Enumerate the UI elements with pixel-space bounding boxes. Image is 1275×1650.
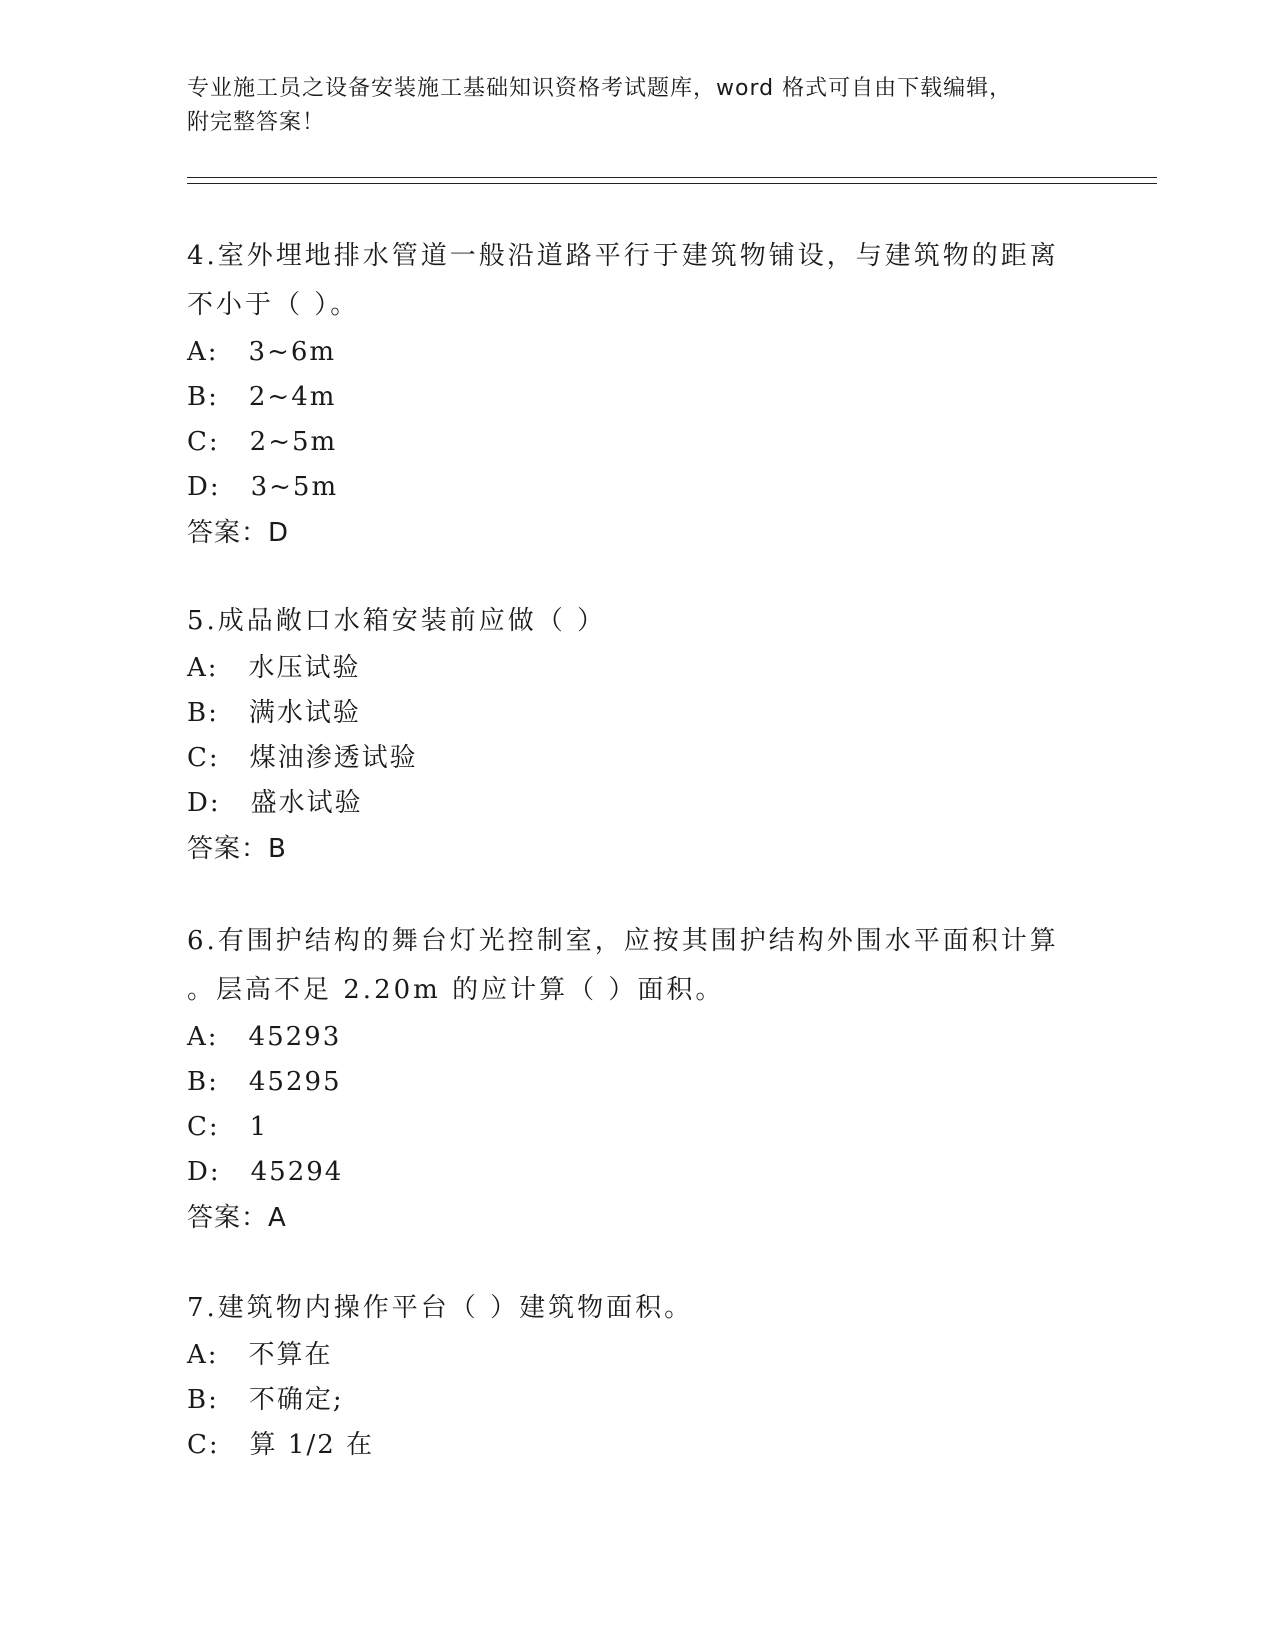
option-letter: C: (187, 1112, 220, 1142)
header-divider-bottom (187, 183, 1157, 184)
question-6 (187, 917, 1067, 1241)
option-d (187, 1150, 1067, 1195)
option-text: 不算在 (248, 1340, 333, 1370)
answer-line: 答案：D (187, 518, 290, 548)
option-text: 45293 (248, 1022, 342, 1052)
option-text: 45295 (248, 1067, 342, 1097)
option-letter: A: (187, 653, 219, 683)
option-text: 满水试验 (248, 698, 361, 728)
option-c (187, 420, 1067, 465)
question-stem-line-1: 7.建筑物内操作平台（ ）建筑物面积。 (187, 1293, 694, 1323)
option-text: 1 (249, 1112, 269, 1142)
option-b (187, 691, 1067, 736)
question-stem (187, 917, 1067, 1015)
option-b (187, 375, 1067, 420)
option-text: 3~5m (250, 472, 339, 502)
option-text: 2~4m (248, 382, 337, 412)
option-text: 3~6m (248, 337, 337, 367)
question-stem-line-1: 5.成品敞口水箱安装前应做（ ） (187, 606, 607, 636)
option-a (187, 646, 1067, 691)
header-divider-top (187, 177, 1157, 178)
option-letter: C: (187, 743, 220, 773)
question-stem (187, 232, 1067, 330)
option-a (187, 330, 1067, 375)
option-text: 煤油渗透试验 (249, 743, 418, 773)
option-b (187, 1060, 1067, 1105)
question-5 (187, 597, 1067, 872)
option-a (187, 1015, 1067, 1060)
option-letter: A: (187, 1022, 219, 1052)
option-c (187, 1105, 1067, 1150)
question-4 (187, 232, 1067, 556)
option-letter: D: (187, 788, 221, 818)
question-stem-line-1: 6.有围护结构的舞台灯光控制室，应按其围护结构外围水平面积计算 (187, 926, 1059, 956)
question-stem (187, 597, 1067, 646)
question-stem (187, 1284, 1067, 1333)
header-line-2: 附完整答案！ (187, 110, 326, 135)
option-text: 盛水试验 (250, 788, 363, 818)
option-letter: B: (187, 698, 219, 728)
option-c (187, 1423, 1067, 1468)
option-letter: B: (187, 1067, 219, 1097)
option-text: 2~5m (249, 427, 338, 457)
option-c (187, 736, 1067, 781)
option-letter: D: (187, 1157, 221, 1187)
option-d (187, 781, 1067, 826)
option-a (187, 1333, 1067, 1378)
question-7 (187, 1284, 1067, 1468)
option-text: 算 1/2 在 (249, 1430, 375, 1460)
option-b (187, 1378, 1067, 1423)
option-letter: B: (187, 382, 219, 412)
option-letter: B: (187, 1385, 219, 1415)
document-header (187, 72, 1087, 140)
option-text: 不确定; (248, 1385, 344, 1415)
question-stem-line-1: 4.室外埋地排水管道一般沿道路平行于建筑物铺设，与建筑物的距离 (187, 241, 1059, 271)
header-line-1: 专业施工员之设备安装施工基础知识资格考试题库，word 格式可自由下载编辑， (187, 76, 1013, 101)
answer-line: 答案：B (187, 834, 287, 864)
option-text: 水压试验 (248, 653, 361, 683)
option-d (187, 465, 1067, 510)
option-text: 45294 (250, 1157, 344, 1187)
answer-line: 答案：A (187, 1203, 287, 1233)
question-stem-line-2: 。层高不足 2.20m 的应计算（ ）面积。 (187, 975, 725, 1005)
option-letter: C: (187, 427, 220, 457)
option-letter: D: (187, 472, 221, 502)
option-letter: A: (187, 1340, 219, 1370)
option-letter: A: (187, 337, 219, 367)
option-letter: C: (187, 1430, 220, 1460)
question-stem-line-2: 不小于（ ）。 (187, 290, 360, 320)
